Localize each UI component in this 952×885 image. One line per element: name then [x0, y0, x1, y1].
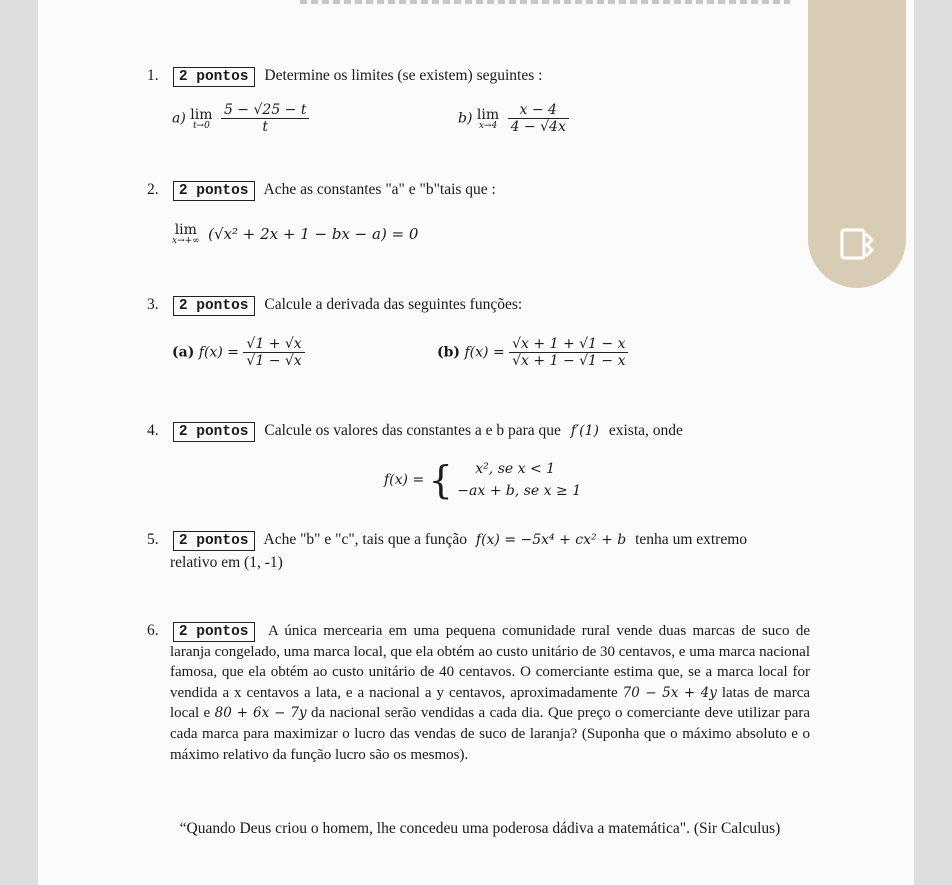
footer-quote: “Quando Deus criou o homem, lhe concedeu uma poderosa dádiva a matemática". (Sir Calculus) [179, 820, 781, 837]
question-number: 3. [147, 296, 159, 313]
function-lhs: f(x) = [384, 472, 425, 488]
question-text: Calcule a derivada das seguintes funções: [264, 296, 523, 313]
limit-operator [477, 107, 499, 131]
denominator: √x + 1 − √1 − x [512, 353, 626, 369]
fraction [221, 102, 310, 135]
inline-math: f(x) = −5x⁴ + cx² + b [475, 532, 627, 548]
question-2-header [147, 180, 496, 201]
item-label: (a) [172, 344, 195, 361]
denominator: 4 − √4x [510, 119, 566, 135]
question-5-header [147, 530, 747, 551]
points-box: 2 pontos [173, 622, 255, 642]
question-number: 6. [147, 622, 159, 639]
q2-limit [172, 222, 418, 246]
question-number: 2. [147, 181, 159, 198]
denominator: √1 − √x [246, 353, 302, 369]
case-1: x², se x < 1 [475, 461, 556, 477]
page-scroll-icon[interactable] [836, 222, 880, 266]
case-2: −ax + b, se x ≥ 1 [457, 483, 582, 499]
brace-symbol: { [428, 458, 453, 502]
scroll-tab[interactable] [808, 0, 906, 288]
question-text-tail: exista, onde [608, 422, 683, 439]
question-number: 1. [147, 67, 159, 84]
question-text: Calcule os valores das constantes a e b para que [264, 422, 561, 439]
fraction [509, 336, 628, 369]
question-number: 4. [147, 422, 159, 439]
q1-limit-b [458, 102, 569, 135]
fraction [243, 336, 304, 369]
cases [457, 458, 581, 502]
q3-function-b [437, 336, 628, 369]
paragraph-text: da nacional serão vendidas a cada dia. Que preço o comerciante deve utilizar para cada marca para maximizar o lucro das vendas de suco de laranja? (Suponha que o máximo absoluto e o máximo relativo da função lucro são os mesmos). [170, 705, 811, 763]
limit-operator [190, 107, 212, 131]
lim-subscript: t→0 [192, 120, 210, 131]
question-3-header [147, 295, 522, 316]
q1-limit-a [172, 102, 309, 135]
item-label: a) [172, 110, 186, 127]
numerator: 5 − √25 − t [221, 102, 310, 119]
limit-operator [172, 222, 200, 246]
function-lhs: f(x) = [198, 344, 239, 361]
item-label: (b) [437, 344, 461, 361]
function-lhs: f(x) = [464, 344, 505, 361]
numerator: √x + 1 + √1 − x [509, 336, 628, 353]
question-text: Determine os limites (se existem) seguintes : [264, 67, 543, 84]
inline-math: 70 − 5x + 4y [622, 684, 717, 701]
q4-piecewise [384, 458, 581, 502]
q3-function-a [172, 336, 305, 369]
lim-subscript: x→+∞ [172, 236, 200, 246]
question-5-line-2: relativo em (1, -1) [170, 554, 283, 571]
points-box: 2 pontos [173, 296, 255, 316]
denominator: t [262, 119, 269, 135]
numerator: √1 + √x [243, 336, 304, 353]
question-text: Ache as constantes "a" e "b"tais que : [263, 181, 496, 198]
lim-text: lim [174, 222, 197, 238]
inline-math: f′(1) [570, 423, 599, 439]
inline-math: 80 + 6x − 7y [214, 705, 307, 722]
question-4-header [147, 421, 683, 442]
lim-subscript: x→4 [478, 120, 498, 131]
question-1-header [147, 66, 542, 87]
item-label: b) [458, 110, 473, 127]
points-box: 2 pontos [173, 181, 255, 201]
question-text: Ache "b" e "c", tais que a função [263, 531, 468, 548]
question-text-tail: tenha um extremo [635, 531, 748, 548]
paragraph-text: A única mercearia em uma pequena comunidade rural vende duas marcas de suco de laranja congelado, uma marca local, que ela obtém ao custo unitário de 30 centavos, e uma marca nacional famosa, que ela obtém ao custo unitário de 40 centavos. O comerciante estima que, se a marca local for vendida a x centavos a lata, e a nacional a y centavos, aproximadamente [170, 623, 810, 701]
top-cut-text-strip [300, 0, 790, 4]
paragraph-text: latas de marca local e [170, 684, 811, 722]
points-box: 2 pontos [173, 67, 255, 87]
numerator: x − 4 [508, 102, 569, 119]
question-number: 5. [147, 531, 159, 548]
question-6-paragraph [170, 621, 810, 765]
points-box: 2 pontos [173, 531, 255, 551]
fraction [508, 102, 569, 135]
lim-text: lim [190, 106, 213, 123]
points-box: 2 pontos [173, 422, 255, 442]
lim-text: lim [476, 106, 500, 123]
limit-expression: (√x² + 2x + 1 − bx − a) = 0 [208, 225, 419, 243]
